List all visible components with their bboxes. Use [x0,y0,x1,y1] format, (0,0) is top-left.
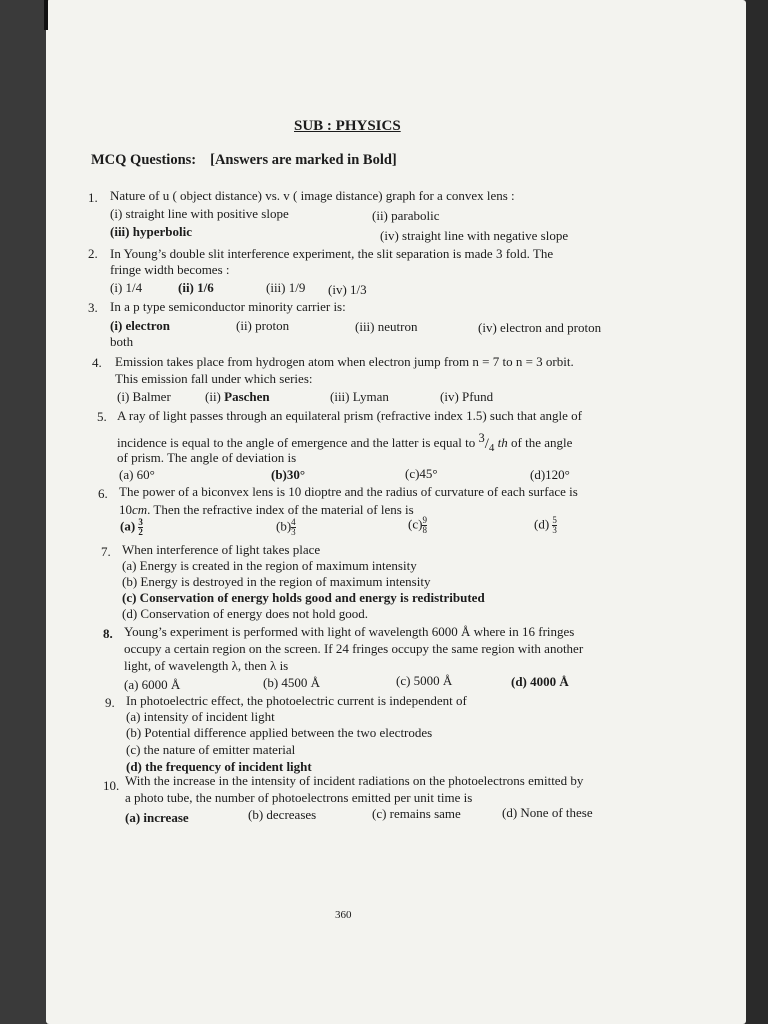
option: (a) 60° [119,467,155,482]
fraction-numerator: 4 [291,517,296,527]
question-text: occupy a certain region on the screen. If 24 fringes occupy the same region with another [124,641,584,656]
fraction-three-quarter: $^3/_4$ [478,431,495,454]
fraction [138,518,143,537]
option: (ii) proton [236,318,290,333]
option: (i) 1/4 [110,280,143,295]
section-heading [91,152,397,169]
option-correct: (i) electron [110,318,171,333]
option: (iii) Lyman [330,389,389,404]
fraction [422,516,427,535]
question-text: In photoelectric effect, the photoelectric current is independent of [126,693,467,708]
option: (d) None of these [502,805,593,820]
question-number: 4. [92,355,102,370]
option-correct: (ii) 1/6 [178,280,214,295]
fraction-denominator: 3 [291,527,296,537]
question-text: With the increase in the intensity of incident radiations on the photoelectrons emitted by [125,773,584,788]
fraction-denominator: 8 [422,525,427,535]
question-text: a photo tube, the number of photoelectrons emitted per unit time is [125,790,473,805]
question-text: Young’s experiment is performed with light of wavelength 6000 Å where in 16 fringes [124,624,575,639]
option: (b) Energy is destroyed in the region of maximum intensity [122,574,431,589]
heading-label: MCQ Questions: [91,152,197,168]
page-edge-mark [44,0,48,30]
option-correct: (iii) hyperbolic [110,224,192,239]
page-title: SUB : PHYSICS [294,118,401,134]
question-text: A ray of light passes through an equilateral prism (refractive index 1.5) such that angle of [117,408,582,423]
fraction-numerator: 5 [552,515,557,525]
option-correct-highlight [205,389,270,405]
heading-note: [Answers are marked in Bold] [210,152,397,168]
question-text: In Young’s double slit interference experiment, the slit separation is made 3 fold. The [110,246,554,261]
option: (ii) parabolic [372,208,440,223]
option: (c) 5000 Å [396,673,453,688]
question-text: fringe width becomes : [110,262,230,277]
background-left [0,0,46,1024]
option: (b) decreases [248,807,317,822]
question-number: 2. [88,246,98,261]
option: (a) intensity of incident light [126,709,275,724]
option-correct: (d) the frequency of incident light [126,759,312,774]
fraction-numerator: 9 [422,515,427,525]
question-text: of prism. The angle of deviation is [117,450,297,465]
question-number: 9. [105,695,115,710]
option: (iii) 1/9 [266,280,306,295]
option: (i) straight line with positive slope [110,206,289,221]
question-text [119,502,414,518]
option: (c) remains same [372,806,461,821]
option: (d) Conservation of energy does not hold good. [122,606,368,621]
question-text-part: . Then the refractive index of the material of lens is [147,502,414,517]
option [534,516,557,535]
option-label: (a) [120,518,136,534]
question-number: 6. [98,486,108,501]
fraction-denominator: 3 [552,525,557,535]
option-correct: (a) increase [125,810,189,825]
question-number: 8. [103,626,113,641]
page-number: 360 [335,909,352,921]
option-correct: (d) 4000 Å [511,674,569,689]
option-continuation: both [110,334,134,349]
fraction [291,518,296,537]
option: (a) 6000 Å [124,677,181,692]
fraction [552,516,557,535]
option: (b) 4500 Å [263,675,321,690]
question-text-part: incidence is equal to the angle of emergence and the latter is equal to [117,435,476,450]
option-label: (ii) [205,389,225,404]
question-text-part: th [497,435,508,450]
option: (c)45° [405,466,438,481]
question-text: This emission fall under which series: [115,371,313,386]
question-text: light, of wavelength λ, then λ is [124,658,289,673]
option: (iv) straight line with negative slope [380,228,569,243]
fraction-numerator: 3 [138,517,143,527]
option-correct: (b)30° [271,467,306,482]
question-text: When interference of light takes place [122,542,321,557]
fraction-numerator: 3 [478,431,485,445]
question-text-part: of the angle [511,435,573,450]
option-label: (c) [408,516,423,532]
option: (iv) 1/3 [328,282,367,297]
option-correct: (c) Conservation of energy holds good and energy is redistributed [122,590,485,605]
question-number: 5. [97,409,107,424]
fraction-denominator: 2 [138,527,143,537]
question-text: Emission takes place from hydrogen atom when electron jump from n = 7 to n = 3 orbit. [115,354,574,369]
option: (iv) Pfund [440,389,494,404]
question-number: 7. [101,544,111,559]
option: (i) Balmer [117,389,171,404]
option-label: (b) [276,518,292,534]
question-text: In a p type semiconductor minority carrier is: [110,299,346,314]
option: (iv) electron and proton [478,320,602,335]
option: (b) Potential difference applied between the two electrodes [126,725,433,740]
option: (c) the nature of emitter material [126,742,296,757]
option-correct [120,518,143,537]
option [276,518,296,537]
fraction-denominator: 4 [488,442,495,454]
question-text-part: 10 [119,502,132,517]
option-label: (d) [534,516,550,532]
unit: cm [132,502,148,517]
option-text: Paschen [224,389,270,404]
option: (d)120° [530,467,570,482]
option: (iii) neutron [355,319,418,334]
question-number: 1. [88,190,98,205]
question-number: 3. [88,300,98,315]
question-text: Nature of u ( object distance) vs. v ( image distance) graph for a convex lens : [110,188,515,203]
option [408,516,427,535]
question-number: 10. [103,778,120,793]
question-text: The power of a biconvex lens is 10 dioptre and the radius of curvature of each surface is [119,484,578,499]
option: (a) Energy is created in the region of maximum intensity [122,558,417,573]
